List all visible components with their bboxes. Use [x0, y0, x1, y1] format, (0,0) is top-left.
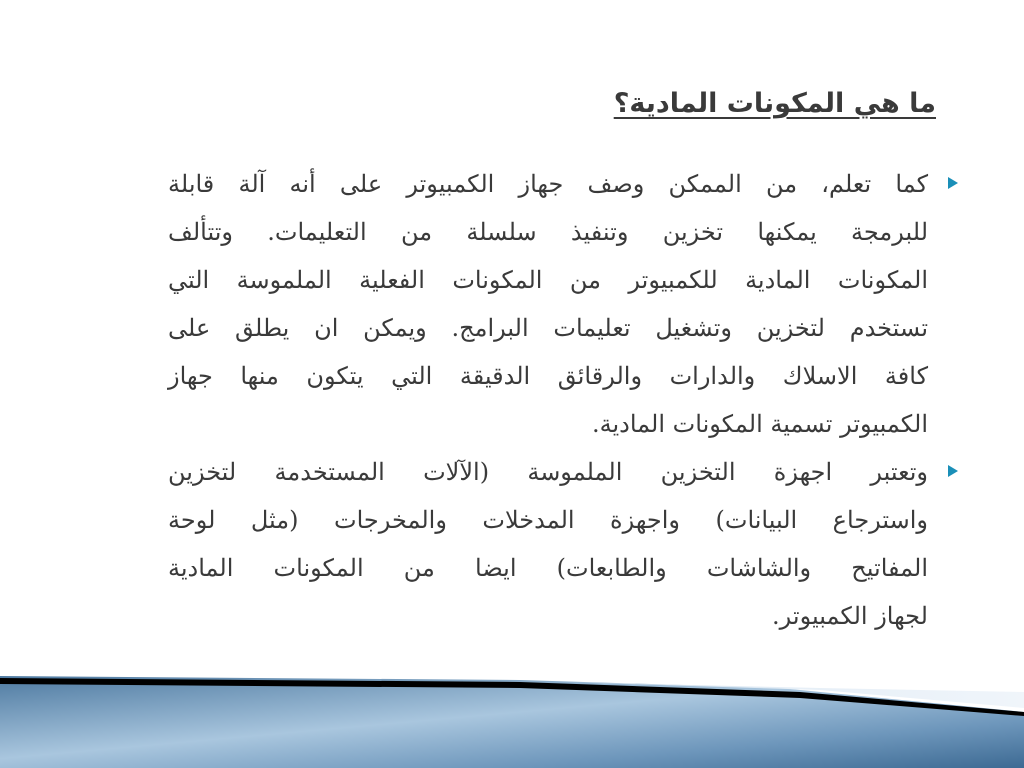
text-line: المفاتيح والشاشات والطابعات) ايضا من المكونات المادية [168, 554, 928, 582]
bullet-arrow-icon [948, 177, 958, 189]
text-line: تستخدم لتخزين وتشغيل تعليمات البرامج. ويمكن ان يطلق على [168, 314, 928, 342]
text-line: الكمبيوتر تسمية المكونات المادية. [592, 410, 928, 438]
text-line: كافة الاسلاك والدارات والرقائق الدقيقة التي يتكون منها جهاز [168, 362, 928, 390]
slide-body [168, 160, 928, 640]
text-line: كما تعلم، من الممكن وصف جهاز الكمبيوتر على أنه آلة قابلة [168, 170, 928, 198]
text-line: وتعتبر اجهزة التخزين الملموسة (الآلات المستخدمة لتخزين [168, 458, 928, 486]
paragraph-1 [168, 160, 928, 448]
bullet-arrow-icon [948, 465, 958, 477]
text-line: للبرمجة يمكنها تخزين وتنفيذ سلسلة من التعليمات. وتتألف [168, 218, 928, 246]
paragraph-2 [168, 448, 928, 640]
text-line: المكونات المادية للكمبيوتر من المكونات الفعلية الملموسة التي [168, 266, 928, 294]
text-line: واسترجاع البيانات) واجهزة المدخلات والمخرجات (مثل لوحة [168, 506, 928, 534]
footer-wave-decoration [0, 672, 1024, 768]
slide-title: ما هي المكونات المادية؟ [613, 88, 936, 119]
text-line: لجهاز الكمبيوتر. [772, 602, 928, 630]
